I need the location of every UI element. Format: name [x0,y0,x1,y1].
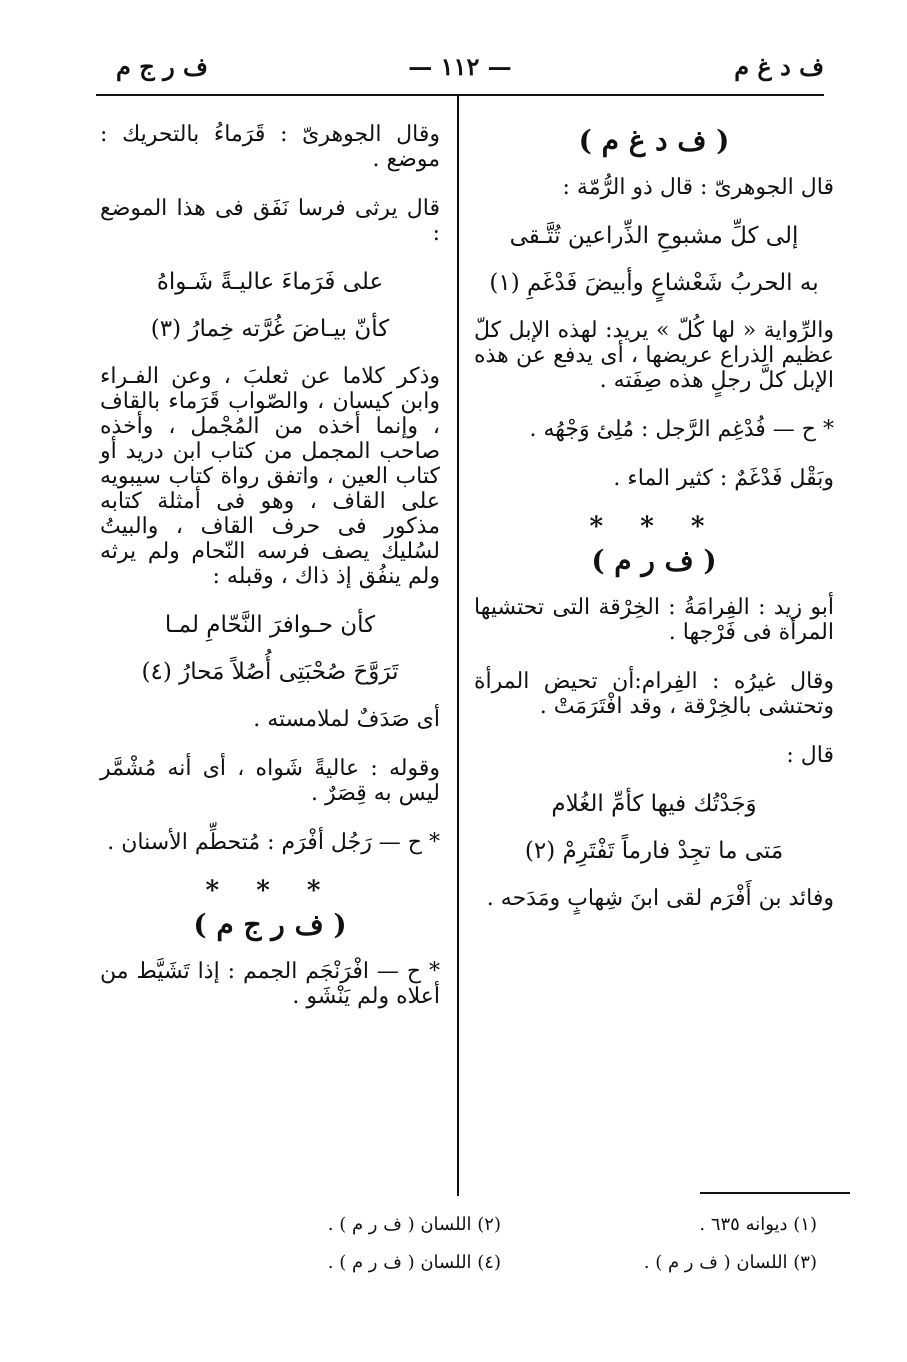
verse-line: على فَرَماءَ عاليـةً شَـواهُ [156,269,384,295]
paragraph: أبو زيد : الفِرامَةُ : الخِرْقة التى تحتشيها المرأة فى فَرْجها . [474,595,834,645]
header-rule [96,94,824,96]
entry-heading-fdghm: ( ف د غ م ) [578,124,730,157]
verse-line: مَتى ما تجِدْ فارماً تَفْتَرِمْ (٢) [524,838,784,864]
paragraph: * ح — افْرَنْجَم الجمم : إذا تَشَيَّط من أعلاه ولم يَنْشَو . [100,959,440,1009]
verse-line: تَرَوَّحَ صُحْبَتِى أُصُلاً مَحارُ (٤) [141,659,399,685]
paragraph: وقوله : عاليةً شَواه ، أى أنه مُشْمَّر ليس به قِصَرٌ . [100,756,440,806]
paragraph: وذكر كلاما عن ثعلبَ ، وعن الفـراء وابن كيسان ، والصّواب قَرَماء بالقاف ، وإنما أخذه من المُجْمل ، وأخذه صاحب المجمل من كتاب ابن دريد أو كتاب العين ، واتفق رواة كتاب سيبويه على القاف ، وهو فى أمثلة كتابه مذكور فى حرف القاف ، والبيتُ لسُليك يصف فرسه النّحام ولم يرثه ولم ينفُق إذ ذاك ، وقبله : [100,364,440,589]
paragraph: وفائد بن أَفْرَم لقى ابنَ شِهابٍ ومَدَحه . [486,886,834,911]
paragraph: قال يرثى فرسا نَفَق فى هذا الموضع : [100,196,440,246]
left-column [100,122,440,1033]
header-right-root: ف د غ م [734,52,824,81]
section-separator: * * * [205,876,335,906]
paragraph: قال الجوهرىّ : قال ذو الرُّمّة : [562,175,834,200]
paragraph: والرِّواية « لها كُلّ » يريد: لهذه الإبل كلّ عظيم الذراع عريضها ، أى يدفع عن هذه الإبل كلَّ رجلٍ هذه صِفَته . [474,318,834,393]
paragraph: أى صَدَفٌ لملامسته . [253,707,440,732]
column-divider [457,96,459,1196]
paragraph: * ح — رَجُل أفْرَم : مُتحطِّم الأسنان . [107,830,440,855]
right-column [474,122,834,935]
footnote-3: (٣) اللسان ( ف ر م ) . [643,1252,817,1273]
paragraph: وقال غيرُه : الفِرام:أن تحيض المرأة وتحتشى بالخِرْقة ، وقد افْتَرَمَتْ . [474,669,834,719]
footnote-1: (١) ديوانه ٦٣٥ . [699,1214,817,1235]
page-number: — ١١٢ — [408,52,512,81]
verse-line: به الحربُ شَعْشاعٍ وأبيضَ فَدْغَمِ (١) [489,270,819,296]
footnote-2: (٢) اللسان ( ف ر م ) . [327,1214,501,1235]
verse-line: إلى كلِّ مشبوحِ الذِّراعين تُتَّـقى [509,223,799,249]
entry-heading-frjm: ( ف ر ج م ) [193,908,347,941]
verse-line: كأنّ بيـاضَ غُرَّته خِمارُ (٣) [150,316,390,342]
verse-line: كأن حـوافرَ النَّحّامِ لمـا [164,612,376,638]
header-left-root: ف ر ج م [116,52,208,81]
entry-heading-frm: ( ف ر م ) [591,544,717,577]
section-separator: * * * [589,512,719,542]
footnote-rule [700,1192,850,1194]
paragraph: قال : [786,743,834,768]
paragraph: وقال الجوهرىّ : قَرَماءُ بالتحريك : موضع . [100,122,440,172]
paragraph: * ح — فُدْغِم الرَّجل : مُلِئ وَجْهُه . [529,417,834,442]
running-header [96,52,824,92]
verse-line: وَجَدْتُك فيها كأمِّ الغُلام [551,791,757,817]
footnote-4: (٤) اللسان ( ف ر م ) . [327,1252,501,1273]
paragraph: وبَقْل فَدْغَمٌ : كثير الماء . [613,466,834,491]
